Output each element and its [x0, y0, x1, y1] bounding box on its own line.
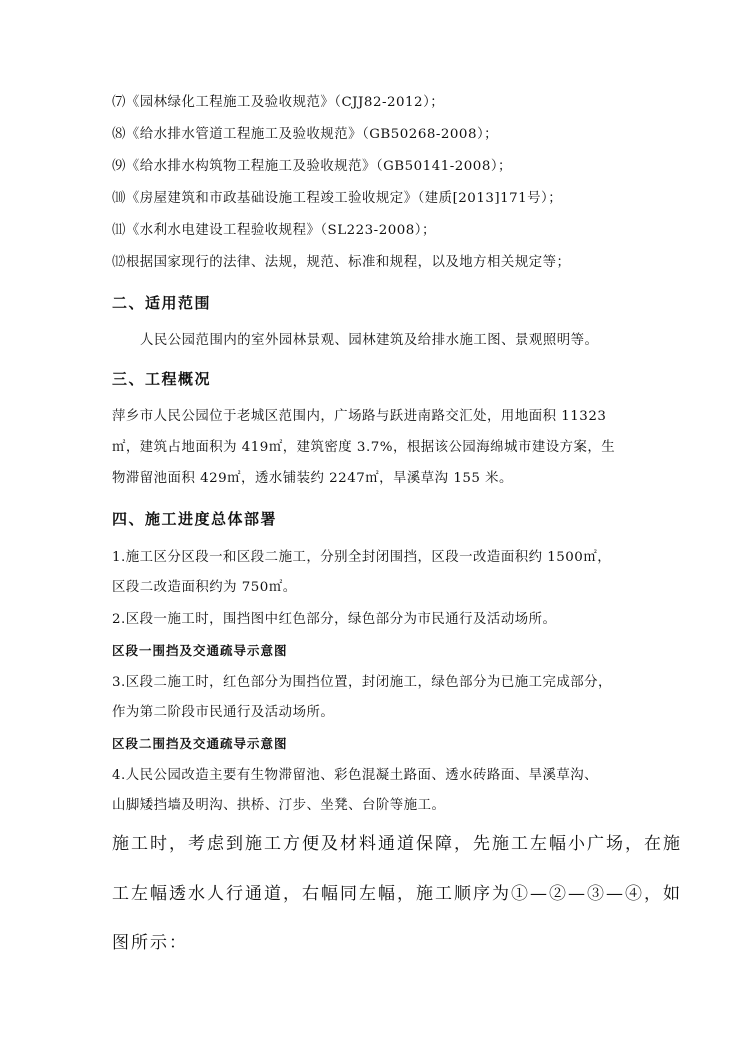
- schedule-item-2: 2.区段一施工时，围挡图中红色部分，绿色部分为市民通行及活动场所。: [112, 612, 557, 627]
- schedule-item-3-line-2: 作为第二阶段市民通行及活动场所。: [112, 705, 335, 720]
- closing-line-3: 图所示：: [112, 933, 188, 953]
- diagram-caption-zone-1: 区段一围挡及交通疏导示意图: [112, 643, 288, 658]
- closing-line-2: 工左幅透水人行通道，右幅同左幅，施工顺序为①—②—③—④，如: [112, 884, 682, 904]
- diagram-caption-zone-2: 区段二围挡及交通疏导示意图: [112, 736, 288, 751]
- schedule-item-1-line-2: 区段二改造面积约为 750㎡。: [112, 580, 297, 595]
- reference-item-8: ⑻《给水排水管道工程施工及验收规范》（GB50268-2008）；: [112, 127, 499, 142]
- reference-item-10: ⑽《房屋建筑和市政基础设施工程竣工验收规定》（建质[2013]171号）；: [112, 191, 563, 206]
- overview-line-3: 物滞留池面积 429㎡，透水铺装约 2247㎡，旱溪草沟 155 米。: [112, 471, 513, 486]
- overview-line-2: ㎡，建筑占地面积为 419㎡，建筑密度 3.7%，根据该公园海绵城市建设方案，生: [112, 440, 616, 455]
- reference-item-7: ⑺《园林绿化工程施工及验收规范》（CJJ82-2012）；: [112, 95, 445, 110]
- section-heading-scope: 二、适用范围: [112, 294, 212, 312]
- closing-line-1: 施工时，考虑到施工方便及材料通道保障，先施工左幅小广场，在施: [112, 834, 682, 854]
- reference-item-12: ⑿根据国家现行的法律、法规，规范、标准和规程，以及地方相关规定等；: [112, 255, 571, 270]
- overview-line-1: 萍乡市人民公园位于老城区范围内，广场路与跃进南路交汇处，用地面积 11323: [112, 409, 607, 424]
- reference-item-11: ⑾《水利水电建设工程验收规程》（SL223-2008）；: [112, 223, 436, 238]
- scope-body: 人民公园范围内的室外园林景观、园林建筑及给排水施工图、景观照明等。: [140, 333, 599, 348]
- reference-item-9: ⑼《给水排水构筑物工程施工及验收规范》（GB50141-2008）；: [112, 159, 512, 174]
- schedule-item-4-line-1: 4.人民公园改造主要有生物滞留池、彩色混凝土路面、透水砖路面、旱溪草沟、: [112, 768, 599, 783]
- section-heading-overview: 三、工程概况: [112, 370, 212, 388]
- schedule-item-4-line-2: 山脚矮挡墙及明沟、拱桥、汀步、坐凳、台阶等施工。: [112, 798, 446, 813]
- schedule-item-1-line-1: 1.施工区分区段一和区段二施工，分别全封闭围挡，区段一改造面积约 1500㎡，: [112, 550, 612, 565]
- section-heading-schedule: 四、施工进度总体部署: [112, 510, 278, 528]
- schedule-item-3-line-1: 3.区段二施工时，红色部分为围挡位置，封闭施工，绿色部分为已施工完成部分，: [112, 675, 612, 690]
